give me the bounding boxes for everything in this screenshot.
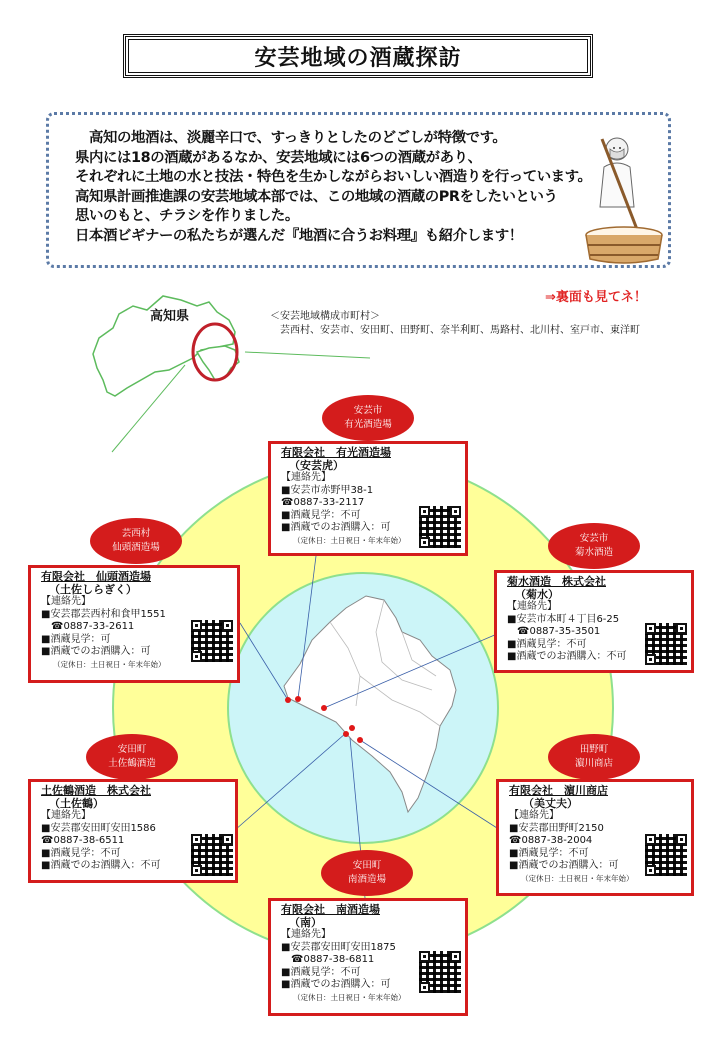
brewery-card-tosatsuru	[28, 779, 238, 883]
qr-code-icon[interactable]	[419, 506, 461, 548]
brewery-sales: ■酒蔵でのお酒購入：可	[41, 646, 151, 657]
brewery-phone[interactable]: ☎0887-38-2004	[509, 835, 593, 846]
area-tag-minami	[321, 850, 413, 896]
brewery-sales: ■酒蔵でのお酒購入：不可	[41, 860, 161, 871]
contact-label: 【連絡先】	[281, 472, 331, 483]
qr-code-icon[interactable]	[645, 834, 687, 876]
qr-code-icon[interactable]	[191, 834, 233, 876]
page-title-text: 安芸地域の酒蔵探訪	[254, 45, 462, 71]
brewery-sales: ■酒蔵でのお酒購入：不可	[507, 651, 627, 662]
brewery-address: ■安芸郡芸西村和食甲1551	[41, 608, 166, 620]
brewery-tour: ■酒蔵見学：不可	[41, 847, 121, 859]
intro-line: それぞれに土地の水と技法・特色を生かしながらおいしい酒造りを行っています。	[75, 169, 592, 186]
brewery-address: ■安芸郡安田町安田1586	[41, 822, 156, 834]
brewery-brand: （土佐鶴）	[49, 796, 104, 810]
tag-area: 安芸市	[353, 405, 383, 416]
qr-code-icon[interactable]	[191, 620, 233, 662]
tag-area: 安田町	[117, 744, 147, 755]
tag-name: 有光酒造場	[344, 419, 392, 430]
members-heading: ＜安芸地域構成市町村＞	[270, 311, 380, 322]
brewery-name: 有限会社 有光酒造場	[281, 446, 391, 459]
brewery-holiday: （定休日：土日祝日・年末年始）	[53, 659, 166, 669]
brewery-phone[interactable]: ☎0887-33-2117	[281, 497, 365, 508]
area-tag-tosatsuru	[86, 734, 178, 780]
brewery-name: 有限会社 濵川商店	[509, 784, 608, 797]
brewery-tour: ■酒蔵見学：不可	[507, 638, 587, 650]
map-label: 高知県	[150, 309, 190, 324]
brewery-card-arimitsu	[268, 441, 468, 556]
brewery-phone[interactable]: ☎0887-33-2611	[51, 621, 135, 632]
brewery-tour: ■酒蔵見学：不可	[281, 509, 361, 521]
brewery-brand: （安芸虎）	[289, 458, 344, 472]
contact-label: 【連絡先】	[41, 810, 91, 821]
brewery-address: ■安芸市赤野甲38-1	[281, 484, 374, 496]
contact-label: 【連絡先】	[509, 810, 559, 821]
area-tag-kikusui	[548, 523, 640, 569]
brewery-card-minami	[268, 898, 468, 1016]
brewery-brand: （土佐しらぎく）	[49, 582, 137, 596]
tag-area: 芸西村	[121, 528, 151, 539]
tag-name: 土佐鶴酒造	[108, 758, 156, 769]
tag-name: 南酒造場	[347, 874, 386, 885]
intro-line: 高知の地酒は、淡麗辛口で、すっきりとしたのどごしが特徴です。	[75, 130, 507, 146]
area-tag-arimitsu	[322, 395, 414, 441]
contact-label: 【連絡先】	[281, 929, 331, 940]
intro-line: 県内には18の酒蔵があるなか、安芸地域には6つの酒蔵があり、	[75, 149, 482, 166]
brewery-name: 有限会社 仙頭酒造場	[41, 570, 151, 583]
intro-line: 思いのもと、チラシを作りました。	[75, 208, 299, 225]
brewery-phone[interactable]: ☎0887-38-6511	[41, 835, 125, 846]
see-back-note: ⇒裏面も見てネ！	[545, 290, 647, 305]
brewery-brand: （菊水）	[515, 587, 559, 601]
tag-name: 菊水酒造	[574, 547, 613, 558]
brewery-address: ■安芸市本町４丁目6-25	[507, 613, 620, 625]
brewery-brand: （南）	[289, 915, 322, 929]
brewery-card-kikusui	[494, 570, 694, 673]
contact-label: 【連絡先】	[41, 596, 91, 607]
area-tag-sento	[90, 518, 182, 564]
brewery-sales: ■酒蔵でのお酒購入：可	[281, 979, 391, 990]
brewery-holiday: （定休日：土日祝日・年末年始）	[293, 535, 406, 545]
members-list: 芸西村、安芸市、安田町、田野町、奈半利町、馬路村、北川村、室戸市、東洋町	[280, 325, 640, 336]
qr-code-icon[interactable]	[645, 623, 687, 665]
brewery-address: ■安芸郡田野町2150	[509, 822, 604, 834]
brewery-tour: ■酒蔵見学：不可	[509, 847, 589, 859]
qr-code-icon[interactable]	[419, 951, 461, 993]
brewery-tour: ■酒蔵見学：可	[41, 633, 111, 645]
tag-area: 安芸市	[579, 533, 609, 544]
intro-line: 高知県計画推進課の安芸地域本部では、この地域の酒蔵のPRをしたいという	[75, 188, 558, 205]
intro-line: 日本酒ビギナーの私たちが選んだ『地酒に合うお料理』も紹介します！	[75, 227, 523, 244]
tag-name: 仙頭酒造場	[112, 542, 160, 553]
brewery-name: 菊水酒造 株式会社	[507, 575, 606, 588]
brewery-sales: ■酒蔵でのお酒購入：可	[509, 860, 619, 871]
brewery-tour: ■酒蔵見学：不可	[281, 966, 361, 978]
brewery-card-sento	[28, 565, 240, 683]
tag-name: 濵川商店	[574, 758, 613, 769]
brewery-holiday: （定休日：土日祝日・年末年始）	[521, 873, 634, 883]
area-tag-hamakawa	[548, 734, 640, 780]
brewery-card-hamakawa	[496, 779, 694, 896]
brewery-address: ■安芸郡安田町安田1875	[281, 941, 396, 953]
tag-area: 田野町	[579, 744, 609, 755]
brewery-phone[interactable]: ☎0887-35-3501	[517, 626, 601, 637]
contact-label: 【連絡先】	[507, 601, 557, 612]
brewery-holiday: （定休日：土日祝日・年末年始）	[293, 992, 406, 1002]
brewery-sales: ■酒蔵でのお酒購入：可	[281, 522, 391, 533]
brewery-name: 土佐鶴酒造 株式会社	[41, 784, 151, 797]
brewery-name: 有限会社 南酒造場	[281, 903, 380, 916]
tag-area: 安田町	[352, 860, 382, 871]
brewery-brand: （美丈夫）	[523, 796, 578, 810]
brewery-phone[interactable]: ☎0887-38-6811	[291, 954, 375, 965]
